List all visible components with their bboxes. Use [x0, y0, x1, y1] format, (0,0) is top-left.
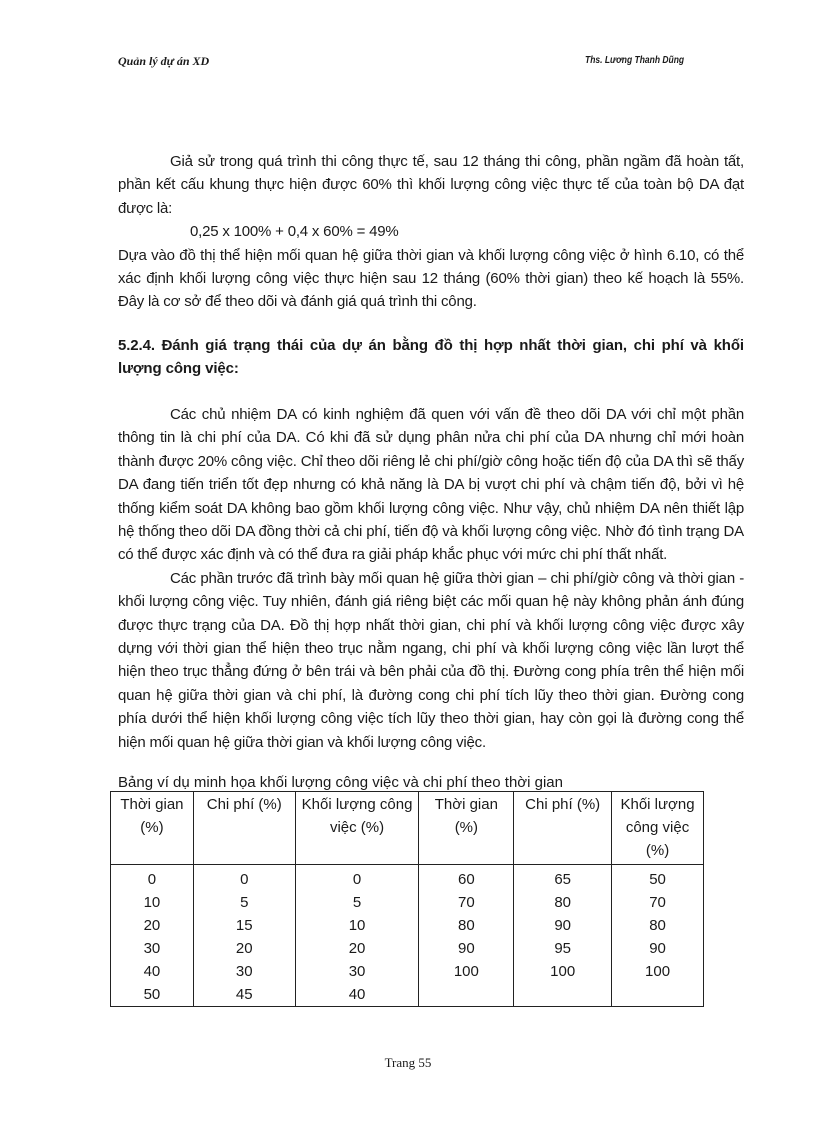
table-header-cell	[295, 792, 419, 865]
data-table	[110, 791, 704, 1007]
section-paragraph-1: Các chủ nhiệm DA có kinh nghiệm đã quen với vấn đề theo dõi DA với chỉ một phần thông tin là chi phí của DA. Có khi đã sử dụng phân nửa chi phí của DA nhưng chỉ mới hoàn thành được 20% công việc. Chỉ theo dõi riêng lẻ chi phí/giờ công hoặc tiến độ của DA thì sẽ thấy DA đang tiến triển tốt đẹp nhưng có khả năng là DA bị vượt chi phí và chậm tiến độ, bởi vì hệ thống kiểm soát DA không bao gồm khối lượng công việc. Như vậy, chủ nhiệm DA nên thiết lập hệ thống theo dõi DA đồng thời cả chi phí, tiến độ và khối lượng công việc. Nhờ đó tình trạng DA có thể được xác định và có thể đưa ra giải pháp khắc phục với mức chi phí thất nhất.	[118, 406, 744, 564]
table-cell: 0	[240, 871, 249, 888]
table-column-cell	[419, 865, 514, 1007]
table-header-text: Thời gian	[120, 796, 184, 813]
table-cell: 20	[235, 940, 253, 957]
table-column-cell	[612, 865, 704, 1007]
table-cell: 100	[550, 963, 576, 980]
intro-paragraph: Giả sử trong quá trình thi công thực tế, sau 12 tháng thi công, phần ngầm đã hoàn tất, phần kết cấu khung thực hiện được 60% thì khối lượng công việc thực tế của toàn bộ DA đạt được là:	[118, 153, 744, 217]
table-cell: 65	[554, 871, 572, 888]
table-column-cell	[111, 865, 194, 1007]
table-cell: 30	[348, 963, 366, 980]
table-header-text: việc (%)	[329, 819, 385, 836]
table-header-cell	[612, 792, 704, 865]
table-cell: 80	[554, 894, 572, 911]
header-author: Ths. Lương Thanh Dũng	[585, 55, 685, 66]
table-column-cell	[193, 865, 295, 1007]
table-cell: 90	[649, 940, 666, 957]
table-header-text: Chi phí (%)	[206, 796, 282, 813]
table-cell: 5	[240, 894, 249, 911]
table-cell: 10	[143, 894, 161, 911]
table-header-cell	[193, 792, 295, 865]
table-cell: 5	[352, 894, 362, 911]
intro-block	[118, 150, 744, 314]
table-header-row	[111, 792, 704, 865]
table-cell: 50	[649, 871, 666, 888]
table-cell: 20	[348, 940, 366, 957]
section-heading: 5.2.4. Đánh giá trạng thái của dự án bằng đồ thị hợp nhất thời gian, chi phí và khối lượng công việc:	[118, 337, 744, 378]
table-header-text: (%)	[645, 842, 670, 859]
table-cell: 30	[235, 963, 253, 980]
table-cell: 0	[147, 871, 157, 888]
table-cell: 15	[235, 917, 253, 934]
table-header-cell	[111, 792, 194, 865]
table-cell: 100	[453, 963, 479, 980]
table-cell: 0	[352, 871, 362, 888]
formula-line: 0,25 x 100% + 0,4 x 60% = 49%	[190, 223, 399, 241]
intro-paragraph-2: Dựa vào đồ thị thể hiện mối quan hệ giữa thời gian và khối lượng công việc ở hình 6.10, có thể xác định khối lượng công việc thực hiện sau 12 tháng (60% thời gian) theo kế hoạch là 55%. Đây là cơ sở để theo dõi và đánh giá quá trình thi công.	[118, 246, 744, 311]
table-header-text: Thời gian	[434, 796, 498, 813]
table-cell: 90	[554, 917, 572, 934]
section-paragraph-2: Các phần trước đã trình bày mối quan hệ giữa thời gian – chi phí/giờ công và thời gian - khối lượng công việc. Tuy nhiên, đánh giá riêng biệt các mối quan hệ này không phản ánh đúng được thực trạng của DA. Đồ thị hợp nhất thời gian, chi phí và khối lượng công việc được xây dựng với thời gian thể hiện theo trục nằm ngang, chi phí và khối lượng công việc lần lượt thể hiện theo trục thẳng đứng ở bên trái và bên phải của đồ thị. Đường cong phía trên thể hiện mối quan hệ giữa thời gian và chi phí, là đường cong chi phí tích lũy theo thời gian. Đường cong phía dưới thể hiện khối lượng công việc tích lũy theo thời gian, hay còn gọi là đường cong thể hiện mối quan hệ giữa thời gian và khối lượng công việc.	[118, 569, 744, 751]
table-cell: 70	[458, 894, 475, 911]
table-column-cell	[295, 865, 419, 1007]
table-cell: 50	[143, 986, 161, 1003]
table-cell: 45	[235, 986, 253, 1003]
table-cell: 80	[458, 917, 475, 934]
header-title: Quản lý dự án XD	[118, 54, 210, 68]
table-header-text: (%)	[140, 819, 164, 836]
table-cell: 60	[458, 871, 475, 888]
table-header-text: Chi phí (%)	[525, 796, 601, 813]
table-cell: 70	[649, 894, 666, 911]
table-cell: 20	[143, 917, 161, 934]
table-header-text: công việc	[625, 819, 690, 836]
table-header-text: Khối lượng công	[301, 796, 413, 813]
table-header-cell	[514, 792, 612, 865]
table-header-text: Khối lượng	[620, 796, 695, 813]
table-header-cell	[419, 792, 514, 865]
table-cell: 10	[348, 917, 366, 934]
table-cell: 100	[645, 963, 671, 980]
table-column-cell	[514, 865, 612, 1007]
table-cell: 30	[143, 940, 161, 957]
table-caption: Bảng ví dụ minh họa khối lượng công việc và chi phí theo thời gian	[118, 774, 563, 791]
table-cell: 80	[649, 917, 666, 934]
table-cell: 90	[458, 940, 475, 957]
table-cell: 95	[554, 940, 572, 957]
table-row	[111, 865, 704, 1007]
page-number: Trang 55	[384, 1055, 432, 1070]
table-cell: 40	[143, 963, 161, 980]
table-header-text: (%)	[454, 819, 479, 836]
table-cell: 40	[348, 986, 366, 1003]
section-body	[118, 403, 744, 754]
